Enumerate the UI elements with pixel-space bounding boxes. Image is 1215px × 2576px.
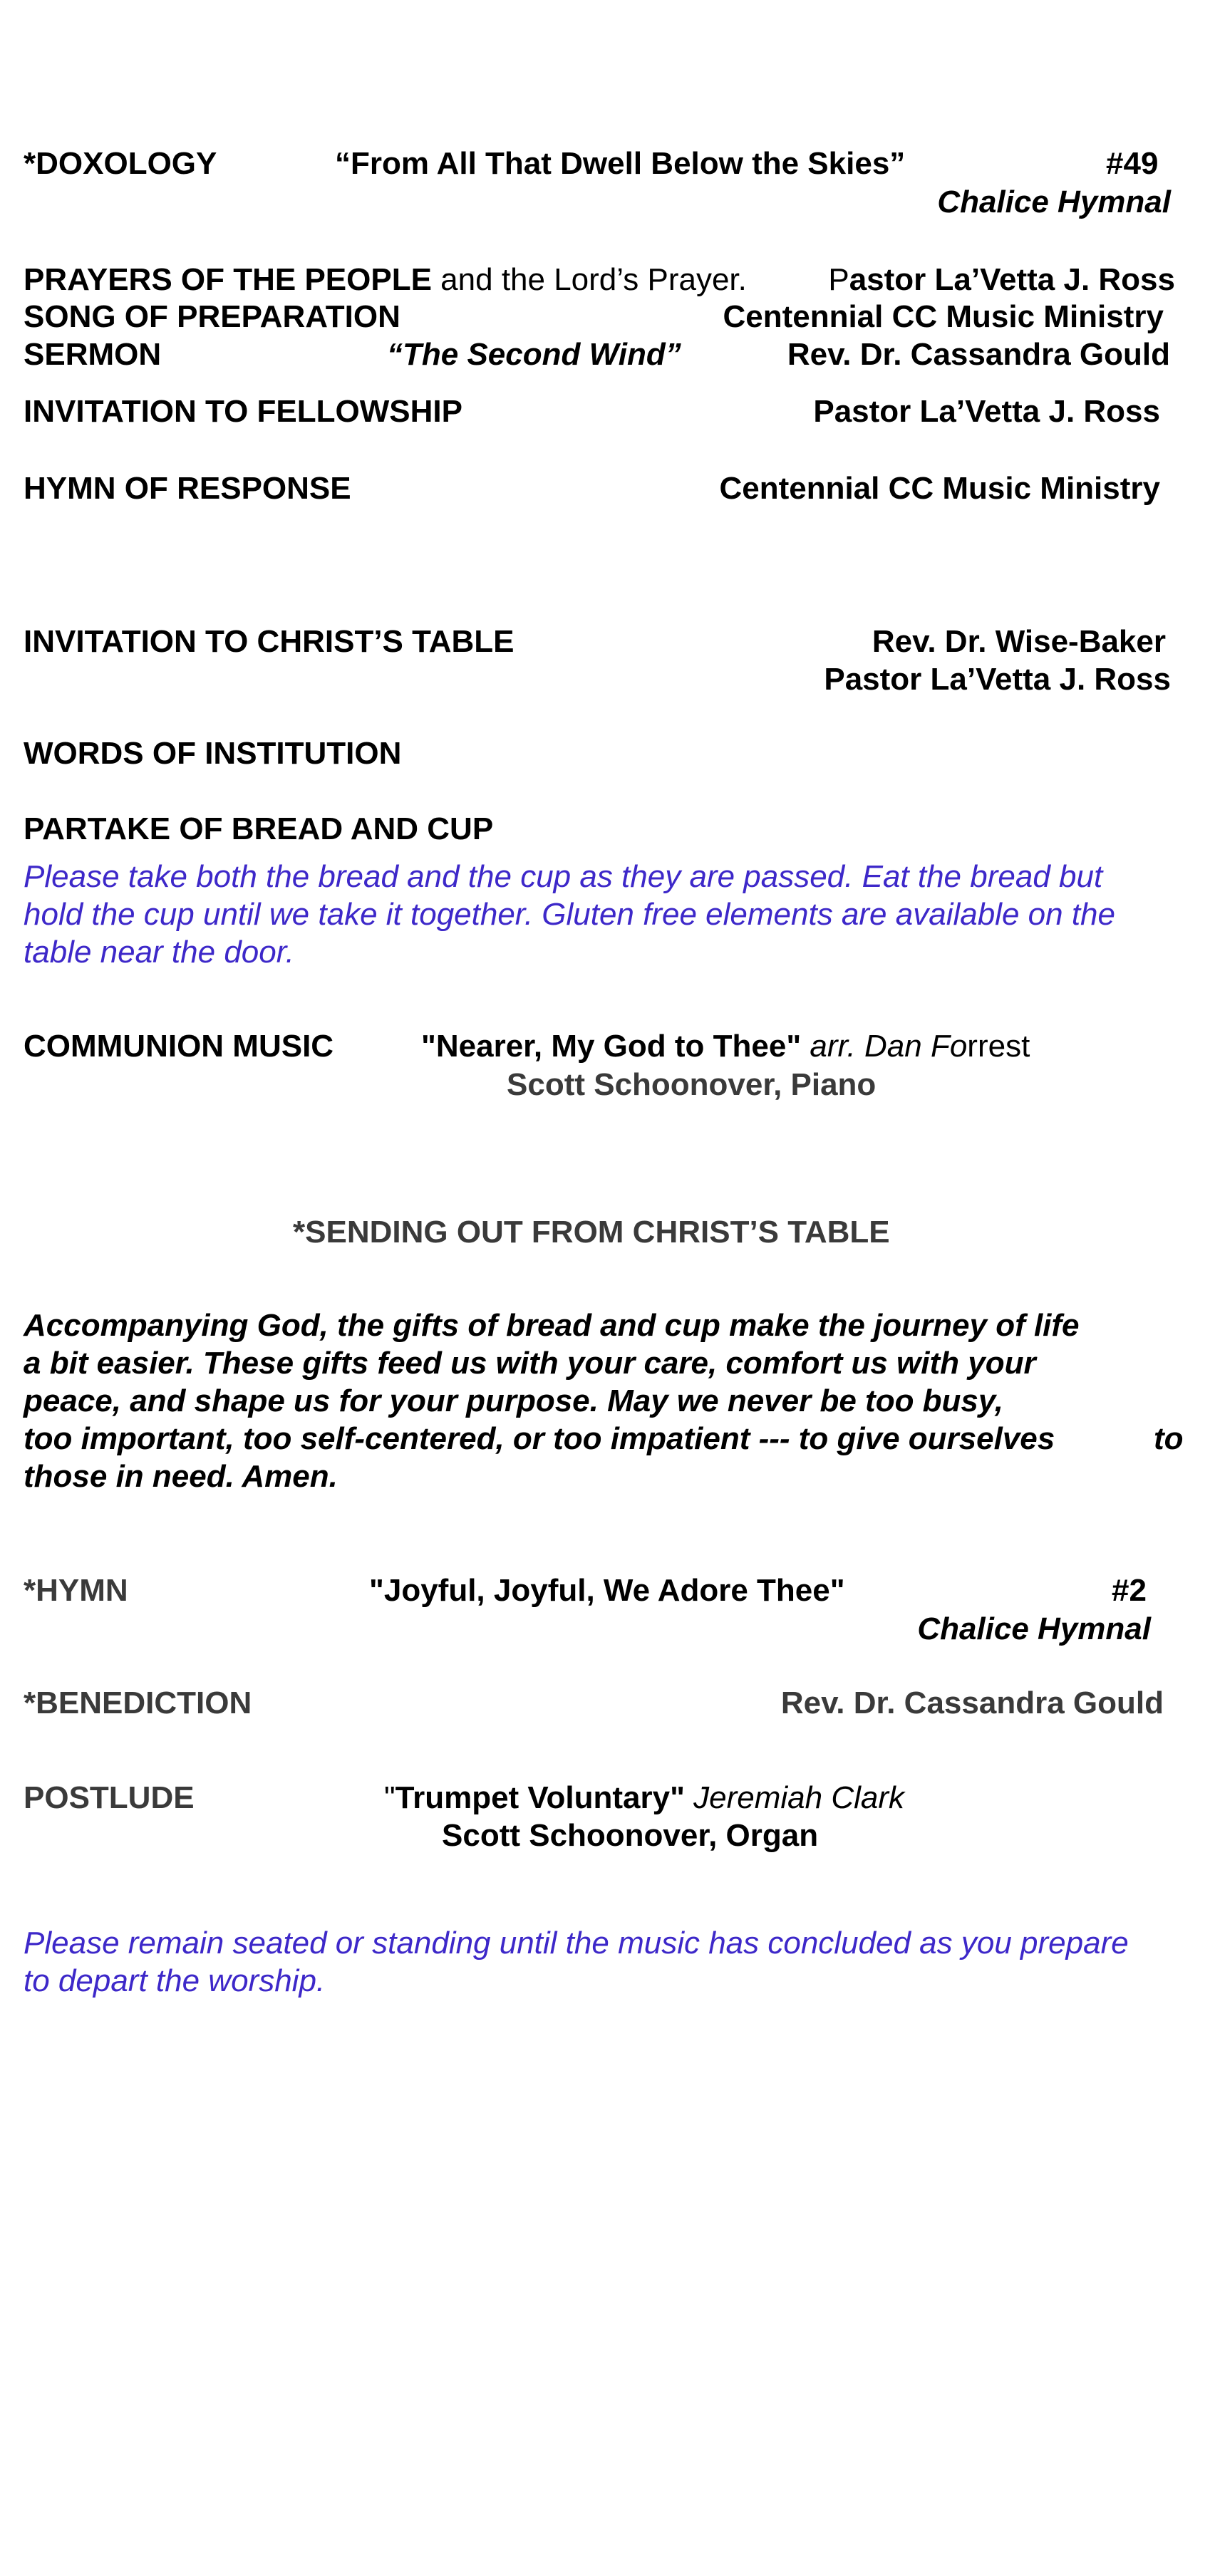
doxology-hymnal-row bbox=[0, 182, 1215, 225]
prayers-line bbox=[24, 260, 747, 300]
communion-music-piece bbox=[421, 1027, 1030, 1066]
song-preparation-leader: Centennial CC Music Ministry bbox=[723, 299, 1164, 334]
partake-label: PARTAKE OF BREAD AND CUP bbox=[24, 811, 494, 846]
hymn-number: #2 bbox=[1112, 1573, 1147, 1608]
prayers-leader-rest: astor La’Vetta J. Ross bbox=[849, 262, 1175, 297]
communion-music-arranger: arr. Dan Fo bbox=[801, 1029, 968, 1064]
doxology-title: “From All That Dwell Below the Skies” bbox=[335, 146, 906, 181]
hymn-response-leader: Centennial CC Music Ministry bbox=[719, 471, 1160, 506]
communion-performer-row bbox=[0, 1065, 1215, 1108]
sending-out-prayer-text: too important, too self-centered, or too impatient --- to give ourselves bbox=[24, 1421, 1055, 1456]
postlude-performer: Scott Schoonover, Organ bbox=[442, 1818, 819, 1853]
prayers-leader bbox=[828, 260, 1175, 300]
benediction-row bbox=[0, 1683, 1215, 1726]
hymn-hymnal-row bbox=[0, 1609, 1215, 1652]
postlude-label: POSTLUDE bbox=[24, 1780, 195, 1815]
hymn-label: *HYMN bbox=[24, 1573, 128, 1608]
postlude-composer: Jeremiah Clark bbox=[684, 1780, 905, 1815]
invitation-fellowship-label: INVITATION TO FELLOWSHIP bbox=[24, 394, 462, 429]
hymn-hymnal: Chalice Hymnal bbox=[917, 1611, 1151, 1646]
postlude-piece bbox=[384, 1778, 904, 1818]
partake-instructions-line: hold the cup until we take it together. Gluten free elements are available on the bbox=[24, 897, 1115, 932]
hymn-title: "Joyful, Joyful, We Adore Thee" bbox=[369, 1573, 845, 1608]
hymn-response-label: HYMN OF RESPONSE bbox=[24, 471, 351, 506]
invitation-table-row2 bbox=[0, 660, 1215, 702]
communion-music-arranger-rest: rrest bbox=[967, 1029, 1030, 1064]
invitation-fellowship-row bbox=[0, 392, 1215, 435]
benediction-leader: Rev. Dr. Cassandra Gould bbox=[780, 1686, 1164, 1720]
closing-note-line: Please remain seated or standing until the music has concluded as you prepare bbox=[24, 1926, 1129, 1960]
benediction-label: *BENEDICTION bbox=[24, 1686, 252, 1720]
prayers-label: PRAYERS OF THE PEOPLE bbox=[24, 262, 432, 297]
postlude-row bbox=[0, 1778, 1215, 1821]
song-preparation-label: SONG OF PREPARATION bbox=[24, 299, 400, 334]
invitation-table-row bbox=[0, 622, 1215, 665]
doxology-number: #49 bbox=[1106, 146, 1159, 181]
prayers-text: and the Lord’s Prayer. bbox=[431, 262, 747, 297]
song-preparation-row bbox=[0, 297, 1215, 340]
invitation-table-leader2: Pastor La’Vetta J. Ross bbox=[824, 662, 1171, 697]
sending-out-heading: *SENDING OUT FROM CHRIST’S TABLE bbox=[293, 1215, 890, 1250]
hymn-response-row bbox=[0, 469, 1215, 511]
postlude-quote-open: " bbox=[384, 1780, 395, 1815]
communion-music-title: "Nearer, My God to Thee" bbox=[421, 1029, 802, 1064]
sending-out-prayer-line: those in need. Amen. bbox=[24, 1459, 338, 1494]
communion-music-row bbox=[0, 1027, 1215, 1069]
partake-row bbox=[0, 809, 1215, 852]
hymn-row bbox=[0, 1571, 1215, 1614]
closing-note-line: to depart the worship. bbox=[24, 1963, 326, 1998]
invitation-fellowship-leader: Pastor La’Vetta J. Ross bbox=[813, 394, 1160, 429]
partake-instructions-line: table near the door. bbox=[24, 935, 294, 970]
prayers-leader-initial: P bbox=[828, 262, 849, 297]
sending-out-prayer-to: to bbox=[1154, 1421, 1184, 1456]
words-institution-label: WORDS OF INSTITUTION bbox=[24, 736, 402, 771]
doxology-label: *DOXOLOGY bbox=[24, 146, 217, 181]
communion-music-label: COMMUNION MUSIC bbox=[24, 1029, 334, 1064]
postlude-performer-row bbox=[0, 1816, 1215, 1859]
sending-out-prayer-line bbox=[24, 1420, 1184, 1458]
doxology-hymnal: Chalice Hymnal bbox=[937, 185, 1171, 219]
words-institution-row bbox=[0, 734, 1215, 777]
sermon-title: “The Second Wind” bbox=[387, 337, 681, 372]
prayers-row bbox=[0, 260, 1215, 303]
partake-instructions bbox=[24, 858, 1115, 971]
partake-instructions-line: Please take both the bread and the cup as they are passed. Eat the bread but bbox=[24, 859, 1103, 894]
sending-out-prayer bbox=[24, 1307, 1184, 1495]
postlude-title: Trumpet Voluntary" bbox=[395, 1780, 685, 1815]
doxology-row bbox=[0, 144, 1215, 187]
communion-music-performer: Scott Schoonover, Piano bbox=[507, 1067, 877, 1102]
sending-out-row bbox=[0, 1212, 1215, 1255]
sermon-label: SERMON bbox=[24, 337, 162, 372]
sending-out-prayer-line: a bit easier. These gifts feed us with your care, comfort us with your bbox=[24, 1346, 1036, 1381]
invitation-table-leader1: Rev. Dr. Wise-Baker bbox=[872, 624, 1166, 659]
sending-out-prayer-line: peace, and shape us for your purpose. May we never be too busy, bbox=[24, 1383, 1003, 1418]
sermon-row bbox=[0, 335, 1215, 378]
sending-out-prayer-line: Accompanying God, the gifts of bread and cup make the journey of life bbox=[24, 1308, 1080, 1343]
sermon-leader: Rev. Dr. Cassandra Gould bbox=[787, 337, 1170, 372]
invitation-table-label: INVITATION TO CHRIST’S TABLE bbox=[24, 624, 515, 659]
closing-note bbox=[24, 1924, 1129, 2000]
